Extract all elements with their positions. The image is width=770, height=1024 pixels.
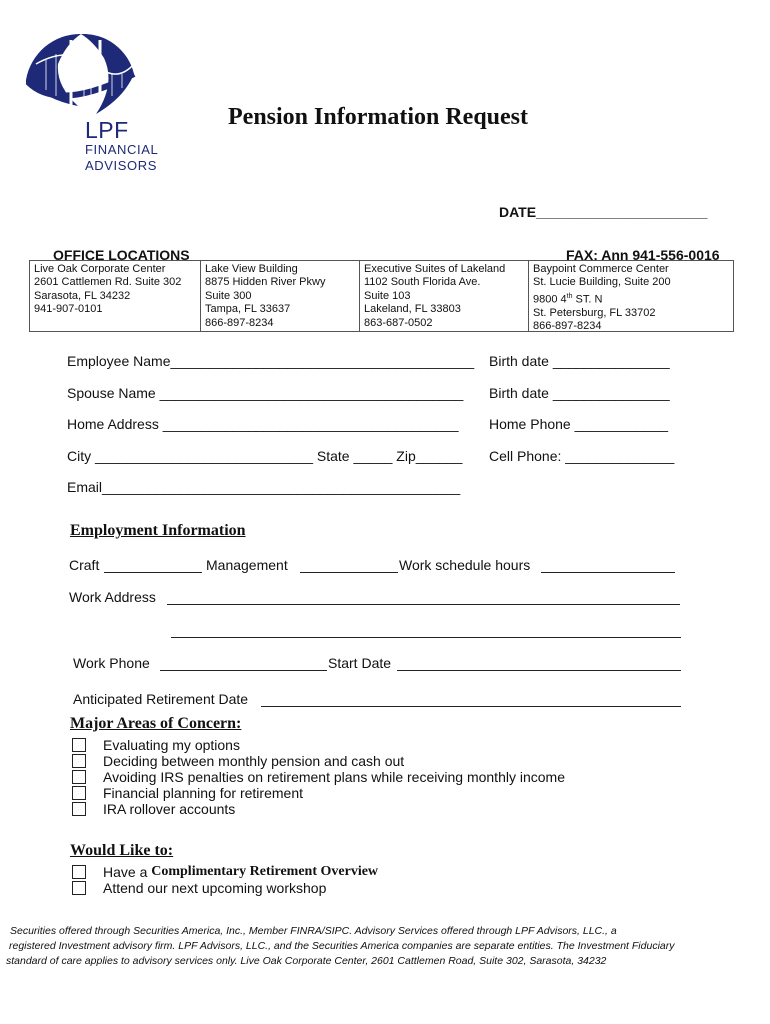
start-date-label: Start Date — [328, 655, 392, 671]
work-schedule-line[interactable] — [541, 572, 675, 573]
work-schedule-label: Work schedule hours — [399, 557, 531, 573]
spouse-birth-date-field[interactable]: Birth date _______________ — [489, 385, 670, 401]
retirement-date-label: Anticipated Retirement Date — [73, 691, 249, 707]
email-field[interactable]: Email______________________________________________ — [67, 479, 461, 495]
employee-name-field[interactable]: Employee Name_______________________________________ — [67, 353, 475, 369]
concern-item[interactable]: IRA rollover accounts — [72, 801, 565, 817]
concerns-list — [72, 737, 565, 817]
work-address-label: Work Address — [69, 589, 156, 605]
checkbox[interactable] — [72, 786, 86, 800]
date-field[interactable]: DATE______________________ — [499, 204, 708, 220]
office-baypoint: Baypoint Commerce Center St. Lucie Building, Suite 200 9800 4th ST. N St. Petersburg, FL 33702 866-897-8234 — [533, 263, 671, 333]
office-live-oak: Live Oak Corporate Center 2601 Cattlemen Rd. Suite 302 Sarasota, FL 34232 941-907-0101 — [30, 261, 201, 331]
work-address-line-1[interactable] — [167, 604, 680, 605]
checkbox[interactable] — [72, 881, 86, 895]
craft-line[interactable] — [104, 572, 202, 573]
work-address-line-2[interactable] — [171, 637, 681, 638]
bridge-logo-icon — [26, 34, 136, 116]
checkbox[interactable] — [72, 865, 86, 879]
checkbox[interactable] — [72, 802, 86, 816]
spouse-name-field[interactable]: Spouse Name _______________________________________ — [67, 385, 464, 401]
retirement-date-line[interactable] — [261, 706, 681, 707]
employment-heading: Employment Information — [70, 522, 246, 539]
would-like-heading: Would Like to: — [70, 842, 174, 859]
office-lake-view: Lake View Building 8875 Hidden River Pkwy Suite 300 Tampa, FL 33637 866-897-8234 — [201, 261, 360, 331]
city-state-zip-field[interactable]: City ____________________________ State _____ Zip______ — [67, 448, 463, 464]
concerns-heading: Major Areas of Concern: — [70, 715, 242, 732]
office-locations-heading: OFFICE LOCATIONS — [53, 247, 190, 263]
concern-item[interactable]: Financial planning for retirement — [72, 785, 565, 801]
concern-item[interactable]: Evaluating my options — [72, 737, 565, 753]
checkbox[interactable] — [72, 770, 86, 784]
checkbox[interactable] — [72, 754, 86, 768]
work-phone-line[interactable] — [160, 670, 327, 671]
fax-number: FAX: Ann 941-556-0016 — [566, 247, 720, 263]
office-lakeland: Executive Suites of Lakeland 1102 South Florida Ave. Suite 103 Lakeland, FL 33803 863-687-0502 — [360, 261, 529, 331]
cell-phone-field[interactable]: Cell Phone: ______________ — [489, 448, 675, 464]
would-like-list — [72, 864, 378, 896]
checkbox[interactable] — [72, 738, 86, 752]
birth-date-field[interactable]: Birth date _______________ — [489, 353, 670, 369]
overview-option[interactable]: Have a Complimentary Retirement Overview — [72, 864, 378, 880]
concern-item[interactable]: Avoiding IRS penalties on retirement plans while receiving monthly income — [72, 769, 565, 785]
work-phone-label: Work Phone — [73, 655, 150, 671]
company-logo — [22, 30, 172, 175]
workshop-option[interactable]: Attend our next upcoming workshop — [72, 880, 378, 896]
start-date-line[interactable] — [397, 670, 681, 671]
concern-item[interactable]: Deciding between monthly pension and cash out — [72, 753, 565, 769]
management-line[interactable] — [300, 572, 398, 573]
logo-text-financial-advisors: FINANCIAL ADVISORS — [85, 142, 159, 173]
home-phone-field[interactable]: Home Phone ____________ — [489, 416, 669, 432]
home-address-field[interactable]: Home Address ______________________________________ — [67, 416, 459, 432]
office-locations-table — [29, 260, 734, 332]
logo-text-lpf: LPF — [85, 117, 129, 143]
management-label: Management — [206, 557, 288, 573]
craft-label: Craft — [69, 557, 100, 573]
page-title: Pension Information Request — [228, 104, 529, 130]
disclaimer: Securities offered through Securities America, Inc., Member FINRA/SIPC. Advisory Services offered through LPF Advisors, LLC., a registered Investment advisory firm. LPF Advisors, LLC., and the Securities America companies are separate entities. The Investment Fiduciary standard of care applies to advisory services only. Live Oak Corporate Center, 2601 Cattlemen Road, Suite 302, Sarasota, 34232 — [6, 925, 675, 967]
